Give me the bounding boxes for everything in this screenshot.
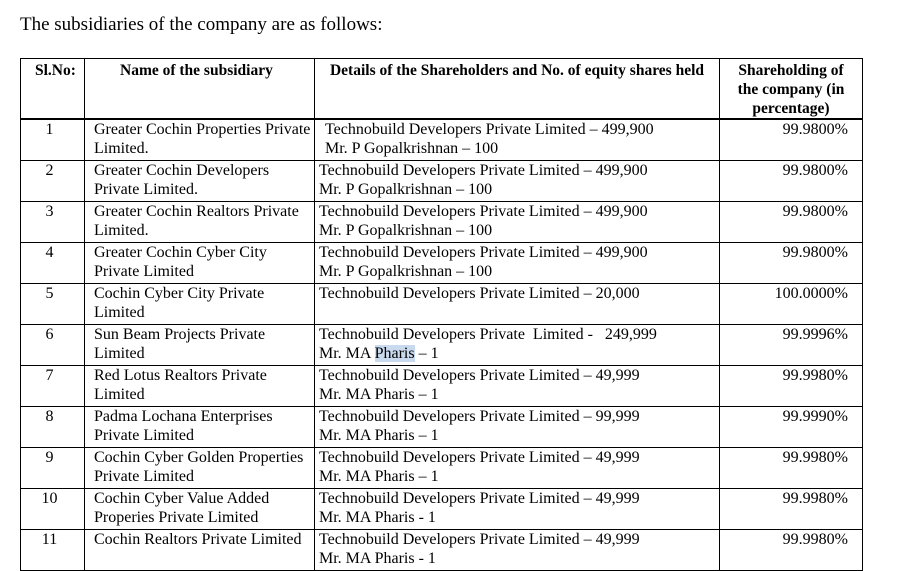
row-slno: 6 bbox=[21, 325, 85, 366]
row-percentage: 99.9800% bbox=[720, 119, 863, 161]
row-slno: 3 bbox=[21, 202, 85, 243]
details-line-1: Technobuild Developers Private Limited – 499,900 bbox=[319, 244, 648, 261]
row-slno: 8 bbox=[21, 407, 85, 448]
details-line-2-suffix: – 1 bbox=[414, 345, 439, 362]
row-percentage: 99.9980% bbox=[720, 489, 863, 530]
details-line-2: Mr. MA Pharis – 1 bbox=[319, 468, 439, 485]
details-line-2: Mr. MA Pharis – 1 bbox=[319, 386, 439, 403]
row-details bbox=[315, 366, 720, 407]
row-name: Cochin Cyber Golden Properties Private Limited bbox=[85, 448, 315, 489]
details-line-2: Mr. MA Pharis – 1 bbox=[319, 427, 439, 444]
details-line-1: Technobuild Developers Private Limited – 499,900 bbox=[319, 162, 648, 179]
table-row bbox=[21, 530, 863, 571]
row-details bbox=[315, 325, 720, 366]
row-percentage: 99.9800% bbox=[720, 202, 863, 243]
header-details: Details of the Shareholders and No. of equity shares held bbox=[315, 59, 720, 120]
row-slno: 7 bbox=[21, 366, 85, 407]
table-row bbox=[21, 448, 863, 489]
row-percentage: 99.9980% bbox=[720, 366, 863, 407]
intro-text: The subsidiaries of the company are as follows: bbox=[20, 14, 383, 35]
details-line-1: Technobuild Developers Private Limited – 49,999 bbox=[319, 449, 640, 466]
details-line-2: Mr. MA Pharis - 1 bbox=[319, 550, 436, 567]
table-row bbox=[21, 119, 863, 161]
row-details bbox=[315, 243, 720, 284]
row-name: Greater Cochin Realtors Private Limited. bbox=[85, 202, 315, 243]
table-row bbox=[21, 325, 863, 366]
row-details bbox=[315, 407, 720, 448]
details-line-2 bbox=[319, 344, 719, 363]
details-line-1: Technobuild Developers Private Limited – 499,900 bbox=[319, 203, 648, 220]
row-slno: 11 bbox=[21, 530, 85, 571]
details-line-2: Mr. P Gopalkrishnan – 100 bbox=[319, 181, 493, 198]
row-details bbox=[315, 202, 720, 243]
row-details bbox=[315, 448, 720, 489]
table-row bbox=[21, 243, 863, 284]
row-name: Cochin Cyber City Private Limited bbox=[85, 284, 315, 325]
row-name: Sun Beam Projects Private Limited bbox=[85, 325, 315, 366]
table-row bbox=[21, 202, 863, 243]
details-line-1: Technobuild Developers Private Limited – 20,000 bbox=[319, 285, 640, 302]
row-name: Red Lotus Realtors Private Limited bbox=[85, 366, 315, 407]
row-details bbox=[315, 489, 720, 530]
row-name: Greater Cochin Cyber City Private Limited bbox=[85, 243, 315, 284]
table-row bbox=[21, 489, 863, 530]
row-slno: 2 bbox=[21, 161, 85, 202]
row-name: Padma Lochana Enterprises Private Limited bbox=[85, 407, 315, 448]
row-details bbox=[315, 119, 720, 161]
row-slno: 5 bbox=[21, 284, 85, 325]
row-slno: 1 bbox=[21, 119, 85, 161]
details-line-2: Mr. MA Pharis - 1 bbox=[319, 509, 436, 526]
table-row bbox=[21, 366, 863, 407]
details-line-1: Technobuild Developers Private Limited – 49,999 bbox=[319, 490, 640, 507]
row-percentage: 99.9800% bbox=[720, 161, 863, 202]
details-line-1: Technobuild Developers Private Limited – 499,900 bbox=[325, 121, 654, 138]
details-line-2: Mr. P Gopalkrishnan – 100 bbox=[325, 140, 499, 157]
row-percentage: 99.9990% bbox=[720, 407, 863, 448]
header-name: Name of the subsidiary bbox=[85, 59, 315, 120]
row-name: Greater Cochin Properties Private Limited. bbox=[85, 119, 315, 161]
row-name: Cochin Realtors Private Limited bbox=[85, 530, 315, 571]
details-line-1: Technobuild Developers Private Limited – 49,999 bbox=[319, 367, 640, 384]
row-name: Greater Cochin Developers Private Limited. bbox=[85, 161, 315, 202]
row-details bbox=[315, 530, 720, 571]
table-header-row bbox=[21, 59, 863, 120]
details-line-1: Technobuild Developers Private Limited - 249,999 bbox=[319, 326, 657, 343]
details-line-1: Technobuild Developers Private Limited – 49,999 bbox=[319, 531, 640, 548]
row-percentage: 100.0000% bbox=[720, 284, 863, 325]
row-percentage: 99.9980% bbox=[720, 448, 863, 489]
row-percentage: 99.9996% bbox=[720, 325, 863, 366]
details-line-2: Mr. P Gopalkrishnan – 100 bbox=[319, 263, 493, 280]
row-name: Cochin Cyber Value Added Properies Private Limited bbox=[85, 489, 315, 530]
row-percentage: 99.9980% bbox=[720, 530, 863, 571]
row-slno: 10 bbox=[21, 489, 85, 530]
details-line-2-prefix: Mr. MA bbox=[319, 345, 375, 362]
details-line-2: Mr. P Gopalkrishnan – 100 bbox=[319, 222, 493, 239]
header-holding: Shareholding of the company (in percentage) bbox=[720, 59, 863, 120]
row-details bbox=[315, 284, 720, 325]
table-row bbox=[21, 161, 863, 202]
row-slno: 4 bbox=[21, 243, 85, 284]
subsidiaries-table bbox=[20, 58, 863, 571]
table-row bbox=[21, 284, 863, 325]
details-line-1: Technobuild Developers Private Limited – 99,999 bbox=[319, 408, 640, 425]
row-slno: 9 bbox=[21, 448, 85, 489]
row-details bbox=[315, 161, 720, 202]
row-percentage: 99.9800% bbox=[720, 243, 863, 284]
table-row bbox=[21, 407, 863, 448]
highlighted-text[interactable]: Pharis bbox=[374, 345, 415, 362]
header-slno: Sl.No: bbox=[21, 59, 85, 120]
